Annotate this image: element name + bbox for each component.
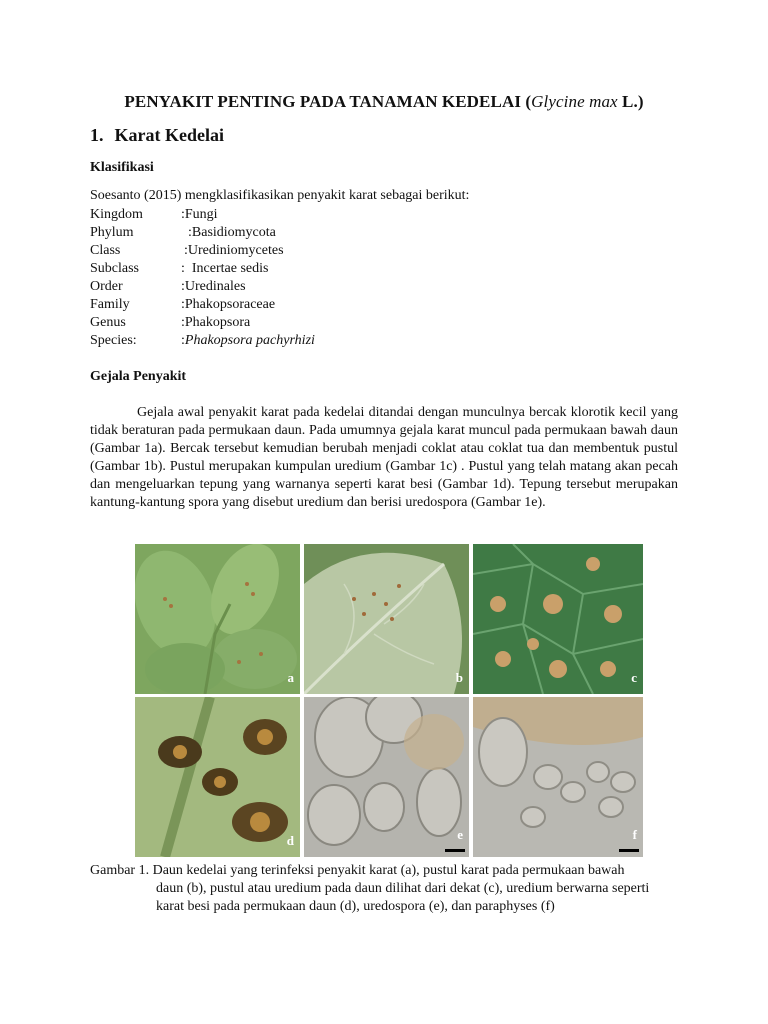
section-number: 1. [90,125,104,145]
photo-panel-a [135,544,300,694]
scale-bar-e [445,849,465,852]
section-heading [90,125,224,146]
taxon-row-species: Species: :Phakopsora pachyrhizi [90,333,315,348]
soybean-leaves-image [135,544,300,694]
photo-panel-e [304,697,469,857]
panel-label-b: b [455,670,463,685]
taxonomy-list [90,206,315,350]
classification-heading: Klasifikasi [90,160,154,175]
caption-line-1: Gambar 1. Daun kedelai yang terinfeksi penyakit karat (a), pustul karat pada permukaan bawah [90,863,625,878]
panel-label-c: c [631,670,637,685]
figure-1 [135,544,643,857]
classification-intro: Soesanto (2015) mengklasifikasikan penyakit karat sebagai berikut: [90,188,470,203]
panel-label-e: e [457,827,463,842]
scientific-name: Glycine max [531,92,618,111]
panel-label-a: a [287,670,294,685]
caption-line-2: daun (b), pustul atau uredium pada daun dilihat dari dekat (c), uredium berwarna seperti [156,881,650,896]
uredium-closeup-image [473,544,643,694]
photo-panel-b [304,544,469,694]
section-title: Karat Kedelai [114,125,224,145]
panel-label-d: d [286,833,294,848]
taxon-row-subclass: Subclass : Incertae sedis [90,261,269,276]
figure-caption [90,862,690,916]
taxon-row-kingdom: Kingdom :Fungi [90,207,218,222]
symptoms-paragraph: Gejala awal penyakit karat pada kedelai ditandai dengan munculnya bercak klorotik kecil yang tidak beraturan pada permukaan daun. Pada umumnya gejala karat muncul pada permukaan bawah daun (Gambar 1a). Bercak tersebut kemudian berubah menjadi coklat atau coklat tua dan membentuk pustul (Gambar 1b). Pustul merupakan kumpulan uredium (Gambar 1c) . Pustul yang telah matang akan pecah dan mengeluarkan tepung yang warnanya seperti karat besi (Gambar 1d). Tepung tersebut merupakan kantung-kantung spora yang disebut uredium dan berisi uredospora (Gambar 1e). [90,405,678,510]
photo-panel-f [473,697,643,857]
taxon-row-phylum: Phylum :Basidiomycota [90,225,276,240]
document-title: PENYAKIT PENTING PADA TANAMAN KEDELAI (Glycine max L.) [124,92,644,111]
urediospore-micrograph [304,697,469,857]
taxon-row-class: Class :Urediniomycetes [90,243,284,258]
panel-label-f: f [632,827,637,842]
photo-panel-c [473,544,643,694]
symptoms-heading: Gejala Penyakit [90,369,187,384]
rust-leaf-surface-image [135,697,300,857]
leaf-underside-image [304,544,469,694]
taxon-row-genus: Genus :Phakopsora [90,315,251,330]
species-name: Phakopsora pachyrhizi [184,333,315,348]
scale-bar-f [619,849,639,852]
taxon-row-family: Family :Phakopsoraceae [90,297,276,312]
photo-panel-d [135,697,300,857]
paraphyses-micrograph [473,697,643,857]
taxon-row-order: Order :Uredinales [90,279,246,294]
caption-line-3: karat besi pada permukaan daun (d), uredospora (e), dan paraphyses (f) [156,899,555,914]
